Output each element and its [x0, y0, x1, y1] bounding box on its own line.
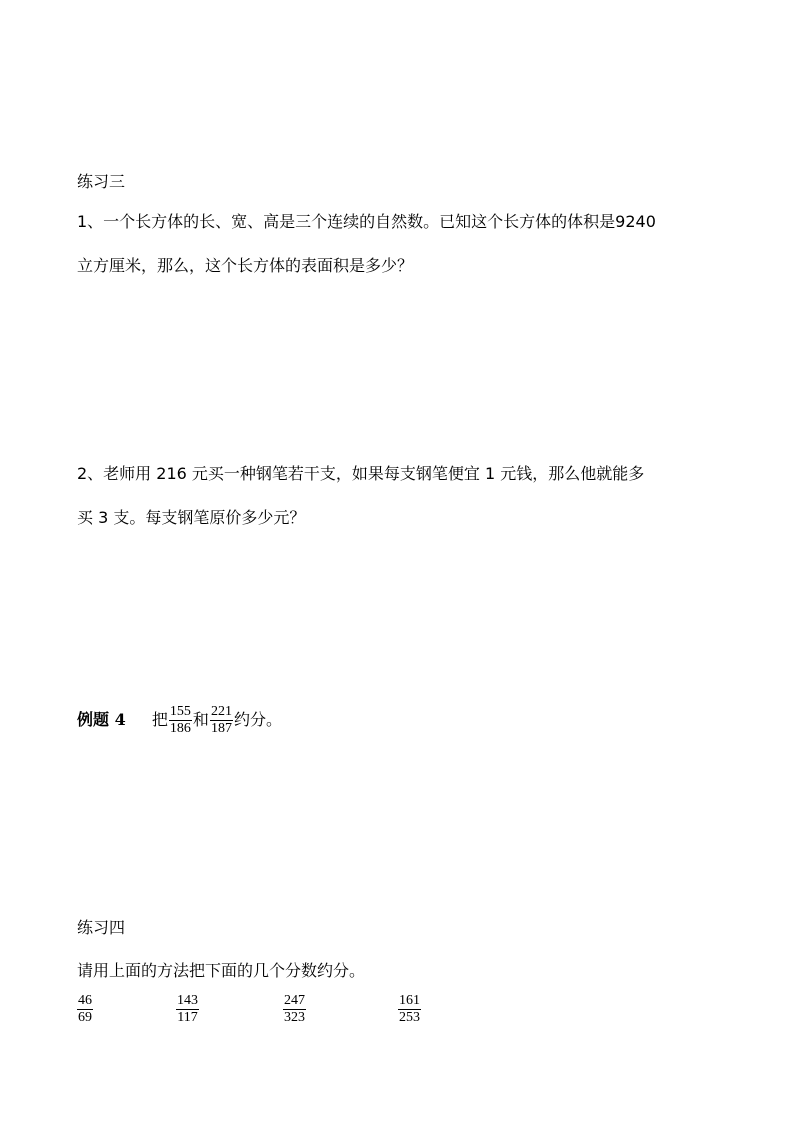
fraction-denominator: 323: [284, 1010, 305, 1025]
fraction-numerator: 161: [399, 993, 420, 1008]
fraction-denominator: 187: [210, 721, 232, 736]
fraction-numerator: 155: [169, 704, 191, 719]
exercise4-instruction: 请用上面的方法把下面的几个分数约分。: [77, 961, 366, 980]
fraction-numerator: 221: [210, 704, 232, 719]
example4-text-and: 和: [192, 710, 209, 729]
example4-text-after: 约分。: [233, 710, 282, 729]
exercise4-fraction-list: [77, 993, 477, 1033]
question1-line1: 1、一个长方体的长、宽、高是三个连续的自然数。已知这个长方体的体积是9240: [77, 212, 656, 231]
fraction-denominator: 253: [399, 1010, 420, 1025]
fraction-numerator: 46: [78, 993, 92, 1008]
fraction-denominator: 117: [177, 1010, 198, 1025]
question2-line2: 买 3 支。每支钢笔原价多少元？: [77, 508, 306, 527]
example4-text-before: 把: [151, 710, 168, 729]
question1-line2: 立方厘米，那么，这个长方体的表面积是多少？: [77, 256, 414, 275]
question2-line1: 2、老师用 216 元买一种钢笔若干支，如果每支钢笔便宜 1 元钱，那么他就能多: [77, 464, 645, 483]
fraction-denominator: 69: [78, 1010, 92, 1025]
fraction-numerator: 143: [177, 993, 198, 1008]
example4-label: 例题 4: [77, 710, 126, 729]
exercise4-fraction-4: [398, 993, 421, 1026]
fraction-denominator: 186: [169, 721, 191, 736]
example4-fraction-1: [169, 704, 192, 737]
example4-line: [77, 702, 282, 738]
exercise4-fraction-2: [176, 993, 199, 1026]
exercise4-fraction-1: [77, 993, 93, 1026]
exercise4-title: 练习四: [77, 918, 126, 937]
fraction-numerator: 247: [284, 993, 305, 1008]
example4-fraction-2: [210, 704, 233, 737]
exercise4-fraction-3: [283, 993, 306, 1026]
exercise3-title: 练习三: [77, 172, 126, 191]
